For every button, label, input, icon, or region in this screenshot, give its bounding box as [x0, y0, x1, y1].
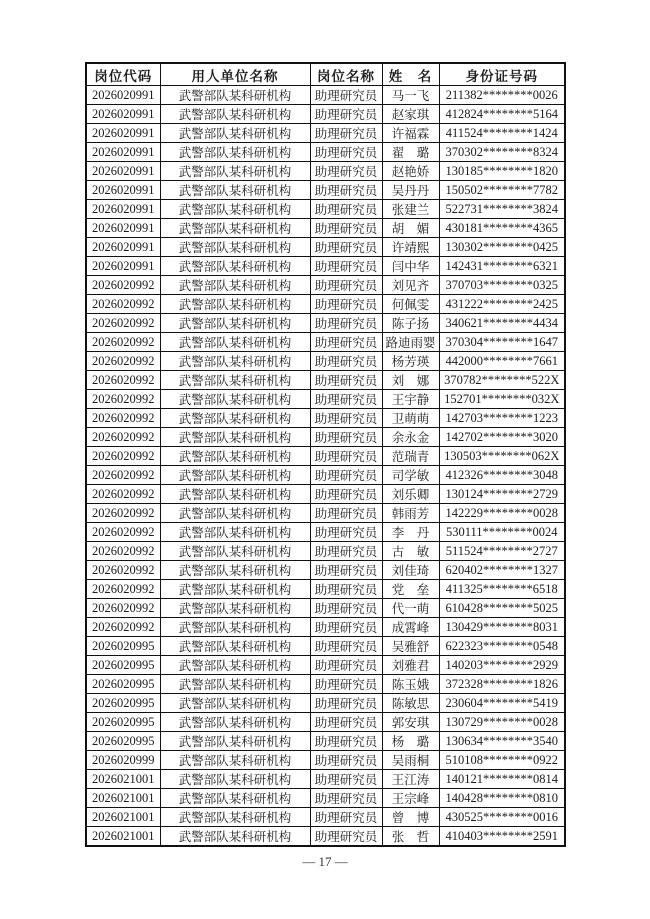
cell-post-code: 2026021001 [86, 808, 160, 827]
table-row [86, 580, 565, 599]
cell-candidate-name: 郭安琪 [382, 713, 439, 732]
cell-post-name: 助理研究员 [310, 751, 382, 770]
table-row [86, 333, 565, 352]
cell-post-code: 2026021001 [86, 827, 160, 847]
cell-id-number: 370782********522X [439, 371, 565, 390]
cell-post-name: 助理研究员 [310, 238, 382, 257]
cell-employer-name: 武警部队某科研机构 [160, 561, 310, 580]
cell-candidate-name: 党 垒 [382, 580, 439, 599]
cell-post-code: 2026020992 [86, 466, 160, 485]
cell-post-code: 2026020992 [86, 371, 160, 390]
cell-post-name: 助理研究员 [310, 428, 382, 447]
cell-post-code: 2026020992 [86, 390, 160, 409]
cell-employer-name: 武警部队某科研机构 [160, 219, 310, 238]
cell-employer-name: 武警部队某科研机构 [160, 637, 310, 656]
cell-id-number: 430525********0016 [439, 808, 565, 827]
cell-candidate-name: 卫萌萌 [382, 409, 439, 428]
cell-employer-name: 武警部队某科研机构 [160, 732, 310, 751]
cell-post-code: 2026020992 [86, 314, 160, 333]
cell-post-name: 助理研究员 [310, 580, 382, 599]
cell-post-code: 2026020992 [86, 295, 160, 314]
cell-employer-name: 武警部队某科研机构 [160, 105, 310, 124]
table-body [86, 86, 565, 847]
cell-candidate-name: 何佩雯 [382, 295, 439, 314]
cell-id-number: 511524********2727 [439, 542, 565, 561]
header-id-number: 身份证号码 [439, 63, 565, 86]
cell-employer-name: 武警部队某科研机构 [160, 580, 310, 599]
cell-candidate-name: 吴雅舒 [382, 637, 439, 656]
cell-post-code: 2026020995 [86, 637, 160, 656]
cell-employer-name: 武警部队某科研机构 [160, 466, 310, 485]
cell-employer-name: 武警部队某科研机构 [160, 124, 310, 143]
cell-post-name: 助理研究员 [310, 86, 382, 105]
table-row [86, 599, 565, 618]
cell-employer-name: 武警部队某科研机构 [160, 181, 310, 200]
table-row [86, 827, 565, 847]
cell-post-name: 助理研究员 [310, 200, 382, 219]
cell-id-number: 411524********1424 [439, 124, 565, 143]
cell-post-name: 助理研究员 [310, 599, 382, 618]
cell-post-code: 2026020995 [86, 675, 160, 694]
cell-candidate-name: 马一飞 [382, 86, 439, 105]
cell-employer-name: 武警部队某科研机构 [160, 656, 310, 675]
table-row [86, 770, 565, 789]
cell-id-number: 370304********1647 [439, 333, 565, 352]
table-row [86, 504, 565, 523]
cell-candidate-name: 余永金 [382, 428, 439, 447]
cell-post-code: 2026020992 [86, 599, 160, 618]
cell-id-number: 340621********4434 [439, 314, 565, 333]
table-row [86, 390, 565, 409]
cell-post-name: 助理研究员 [310, 276, 382, 295]
cell-post-name: 助理研究员 [310, 143, 382, 162]
cell-post-name: 助理研究员 [310, 542, 382, 561]
table-row [86, 371, 565, 390]
cell-post-name: 助理研究员 [310, 371, 382, 390]
cell-candidate-name: 韩雨芳 [382, 504, 439, 523]
cell-candidate-name: 杨芳瑛 [382, 352, 439, 371]
cell-id-number: 211382********0026 [439, 86, 565, 105]
table-row [86, 257, 565, 276]
cell-candidate-name: 成霄峰 [382, 618, 439, 637]
cell-id-number: 510108********0922 [439, 751, 565, 770]
cell-post-code: 2026020992 [86, 542, 160, 561]
cell-id-number: 530111********0024 [439, 523, 565, 542]
cell-id-number: 130634********3540 [439, 732, 565, 751]
cell-employer-name: 武警部队某科研机构 [160, 390, 310, 409]
cell-post-name: 助理研究员 [310, 732, 382, 751]
table-row [86, 143, 565, 162]
cell-candidate-name: 陈玉娥 [382, 675, 439, 694]
cell-id-number: 410403********2591 [439, 827, 565, 847]
cell-candidate-name: 刘佳琦 [382, 561, 439, 580]
cell-candidate-name: 赵家琪 [382, 105, 439, 124]
table-row [86, 181, 565, 200]
table-row [86, 238, 565, 257]
cell-candidate-name: 张建兰 [382, 200, 439, 219]
table-row [86, 789, 565, 808]
cell-employer-name: 武警部队某科研机构 [160, 162, 310, 181]
cell-employer-name: 武警部队某科研机构 [160, 751, 310, 770]
cell-post-name: 助理研究员 [310, 561, 382, 580]
cell-candidate-name: 王江涛 [382, 770, 439, 789]
table-row [86, 713, 565, 732]
table-row [86, 105, 565, 124]
cell-employer-name: 武警部队某科研机构 [160, 447, 310, 466]
cell-employer-name: 武警部队某科研机构 [160, 542, 310, 561]
cell-post-code: 2026020991 [86, 162, 160, 181]
cell-id-number: 140428********0810 [439, 789, 565, 808]
table-row [86, 618, 565, 637]
table-row [86, 694, 565, 713]
cell-candidate-name: 范瑞青 [382, 447, 439, 466]
cell-post-name: 助理研究员 [310, 789, 382, 808]
cell-id-number: 142431********6321 [439, 257, 565, 276]
cell-post-name: 助理研究员 [310, 637, 382, 656]
cell-post-code: 2026020992 [86, 618, 160, 637]
cell-id-number: 130185********1820 [439, 162, 565, 181]
cell-candidate-name: 闫中华 [382, 257, 439, 276]
cell-employer-name: 武警部队某科研机构 [160, 808, 310, 827]
cell-id-number: 411325********6518 [439, 580, 565, 599]
table-row [86, 466, 565, 485]
cell-post-code: 2026020991 [86, 238, 160, 257]
table-row [86, 428, 565, 447]
cell-employer-name: 武警部队某科研机构 [160, 333, 310, 352]
cell-post-code: 2026020991 [86, 86, 160, 105]
cell-post-name: 助理研究员 [310, 523, 382, 542]
cell-post-code: 2026020991 [86, 181, 160, 200]
cell-post-name: 助理研究员 [310, 656, 382, 675]
cell-post-code: 2026020992 [86, 523, 160, 542]
cell-id-number: 150502********7782 [439, 181, 565, 200]
cell-post-name: 助理研究员 [310, 504, 382, 523]
cell-employer-name: 武警部队某科研机构 [160, 352, 310, 371]
cell-candidate-name: 王宇静 [382, 390, 439, 409]
cell-post-name: 助理研究员 [310, 162, 382, 181]
cell-post-code: 2026020992 [86, 276, 160, 295]
cell-id-number: 130124********2729 [439, 485, 565, 504]
cell-id-number: 370302********8324 [439, 143, 565, 162]
cell-id-number: 130729********0028 [439, 713, 565, 732]
cell-employer-name: 武警部队某科研机构 [160, 371, 310, 390]
cell-candidate-name: 代一萌 [382, 599, 439, 618]
cell-post-code: 2026020991 [86, 257, 160, 276]
cell-post-code: 2026020991 [86, 124, 160, 143]
cell-employer-name: 武警部队某科研机构 [160, 428, 310, 447]
table-row [86, 637, 565, 656]
cell-post-name: 助理研究员 [310, 466, 382, 485]
cell-id-number: 522731********3824 [439, 200, 565, 219]
cell-id-number: 442000********7661 [439, 352, 565, 371]
table-row [86, 276, 565, 295]
table-row [86, 219, 565, 238]
table-row [86, 200, 565, 219]
cell-candidate-name: 胡 媚 [382, 219, 439, 238]
cell-employer-name: 武警部队某科研机构 [160, 200, 310, 219]
cell-post-name: 助理研究员 [310, 333, 382, 352]
cell-employer-name: 武警部队某科研机构 [160, 713, 310, 732]
cell-candidate-name: 古 敏 [382, 542, 439, 561]
cell-id-number: 142229********0028 [439, 504, 565, 523]
table-row [86, 808, 565, 827]
table-row [86, 314, 565, 333]
cell-id-number: 610428********5025 [439, 599, 565, 618]
cell-candidate-name: 许福霖 [382, 124, 439, 143]
cell-post-name: 助理研究员 [310, 713, 382, 732]
cell-post-name: 助理研究员 [310, 257, 382, 276]
table-row [86, 675, 565, 694]
cell-post-name: 助理研究员 [310, 219, 382, 238]
header-post-name: 岗位名称 [310, 63, 382, 86]
cell-post-name: 助理研究员 [310, 485, 382, 504]
cell-employer-name: 武警部队某科研机构 [160, 485, 310, 504]
cell-id-number: 230604********5419 [439, 694, 565, 713]
cell-employer-name: 武警部队某科研机构 [160, 238, 310, 257]
cell-id-number: 412824********5164 [439, 105, 565, 124]
cell-candidate-name: 曾 博 [382, 808, 439, 827]
cell-post-name: 助理研究员 [310, 314, 382, 333]
cell-post-code: 2026020992 [86, 352, 160, 371]
cell-candidate-name: 翟 璐 [382, 143, 439, 162]
cell-post-code: 2026020995 [86, 656, 160, 675]
cell-post-name: 助理研究员 [310, 447, 382, 466]
table-row [86, 295, 565, 314]
cell-post-code: 2026020992 [86, 561, 160, 580]
cell-employer-name: 武警部队某科研机构 [160, 618, 310, 637]
cell-post-code: 2026021001 [86, 789, 160, 808]
table-header-row [86, 63, 565, 86]
cell-id-number: 372328********1826 [439, 675, 565, 694]
cell-employer-name: 武警部队某科研机构 [160, 143, 310, 162]
cell-candidate-name: 李 丹 [382, 523, 439, 542]
cell-id-number: 430181********4365 [439, 219, 565, 238]
cell-post-name: 助理研究员 [310, 105, 382, 124]
table-row [86, 523, 565, 542]
cell-post-code: 2026020995 [86, 713, 160, 732]
table-row [86, 485, 565, 504]
cell-employer-name: 武警部队某科研机构 [160, 314, 310, 333]
table-header [86, 63, 565, 86]
table-row [86, 561, 565, 580]
cell-candidate-name: 刘乐卿 [382, 485, 439, 504]
cell-post-code: 2026020995 [86, 694, 160, 713]
table-row [86, 732, 565, 751]
cell-post-code: 2026020992 [86, 485, 160, 504]
cell-candidate-name: 许靖熙 [382, 238, 439, 257]
cell-employer-name: 武警部队某科研机构 [160, 675, 310, 694]
table-row [86, 447, 565, 466]
cell-id-number: 130302********0425 [439, 238, 565, 257]
cell-post-name: 助理研究员 [310, 827, 382, 847]
table-row [86, 409, 565, 428]
cell-id-number: 370703********0325 [439, 276, 565, 295]
cell-candidate-name: 吴雨桐 [382, 751, 439, 770]
cell-employer-name: 武警部队某科研机构 [160, 409, 310, 428]
cell-employer-name: 武警部队某科研机构 [160, 504, 310, 523]
cell-post-code: 2026020999 [86, 751, 160, 770]
cell-employer-name: 武警部队某科研机构 [160, 257, 310, 276]
cell-id-number: 140121********0814 [439, 770, 565, 789]
cell-id-number: 620402********1327 [439, 561, 565, 580]
cell-id-number: 142702********3020 [439, 428, 565, 447]
cell-post-code: 2026020992 [86, 447, 160, 466]
cell-id-number: 142703********1223 [439, 409, 565, 428]
cell-post-name: 助理研究员 [310, 618, 382, 637]
cell-post-name: 助理研究员 [310, 352, 382, 371]
cell-post-code: 2026020991 [86, 105, 160, 124]
cell-post-name: 助理研究员 [310, 181, 382, 200]
table-row [86, 124, 565, 143]
cell-candidate-name: 吴丹丹 [382, 181, 439, 200]
cell-employer-name: 武警部队某科研机构 [160, 295, 310, 314]
cell-candidate-name: 路迪雨婴 [382, 333, 439, 352]
table-row [86, 542, 565, 561]
cell-candidate-name: 张 哲 [382, 827, 439, 847]
cell-post-name: 助理研究员 [310, 124, 382, 143]
cell-candidate-name: 刘 娜 [382, 371, 439, 390]
cell-post-name: 助理研究员 [310, 409, 382, 428]
cell-candidate-name: 杨 璐 [382, 732, 439, 751]
table-row [86, 751, 565, 770]
cell-id-number: 130503********062X [439, 447, 565, 466]
cell-candidate-name: 王宗峰 [382, 789, 439, 808]
cell-post-name: 助理研究员 [310, 295, 382, 314]
cell-id-number: 622323********0548 [439, 637, 565, 656]
cell-candidate-name: 陈子扬 [382, 314, 439, 333]
cell-post-code: 2026020991 [86, 200, 160, 219]
header-post-code: 岗位代码 [86, 63, 160, 86]
cell-id-number: 431222********2425 [439, 295, 565, 314]
cell-candidate-name: 刘见齐 [382, 276, 439, 295]
cell-post-code: 2026020995 [86, 732, 160, 751]
cell-employer-name: 武警部队某科研机构 [160, 276, 310, 295]
cell-post-code: 2026021001 [86, 770, 160, 789]
table-row [86, 86, 565, 105]
recruitment-roster-table [85, 62, 566, 847]
cell-employer-name: 武警部队某科研机构 [160, 523, 310, 542]
cell-id-number: 412326********3048 [439, 466, 565, 485]
cell-employer-name: 武警部队某科研机构 [160, 789, 310, 808]
cell-post-code: 2026020992 [86, 580, 160, 599]
cell-employer-name: 武警部队某科研机构 [160, 86, 310, 105]
cell-candidate-name: 司学敏 [382, 466, 439, 485]
header-employer-name: 用人单位名称 [160, 63, 310, 86]
cell-post-name: 助理研究员 [310, 390, 382, 409]
table-row [86, 162, 565, 181]
cell-post-name: 助理研究员 [310, 675, 382, 694]
header-candidate-name: 姓 名 [382, 63, 439, 86]
cell-id-number: 152701********032X [439, 390, 565, 409]
cell-employer-name: 武警部队某科研机构 [160, 827, 310, 847]
cell-id-number: 130429********8031 [439, 618, 565, 637]
cell-post-name: 助理研究员 [310, 808, 382, 827]
table-row [86, 352, 565, 371]
cell-post-code: 2026020992 [86, 333, 160, 352]
cell-employer-name: 武警部队某科研机构 [160, 770, 310, 789]
cell-candidate-name: 陈敏思 [382, 694, 439, 713]
cell-post-name: 助理研究员 [310, 770, 382, 789]
cell-candidate-name: 赵艳娇 [382, 162, 439, 181]
cell-post-code: 2026020992 [86, 409, 160, 428]
cell-candidate-name: 刘雅君 [382, 656, 439, 675]
table-row [86, 656, 565, 675]
cell-post-code: 2026020992 [86, 428, 160, 447]
cell-employer-name: 武警部队某科研机构 [160, 694, 310, 713]
cell-id-number: 140203********2929 [439, 656, 565, 675]
cell-post-name: 助理研究员 [310, 694, 382, 713]
cell-post-code: 2026020991 [86, 219, 160, 238]
cell-post-code: 2026020991 [86, 143, 160, 162]
cell-post-code: 2026020992 [86, 504, 160, 523]
cell-employer-name: 武警部队某科研机构 [160, 599, 310, 618]
page-number: — 17 — [302, 854, 348, 869]
